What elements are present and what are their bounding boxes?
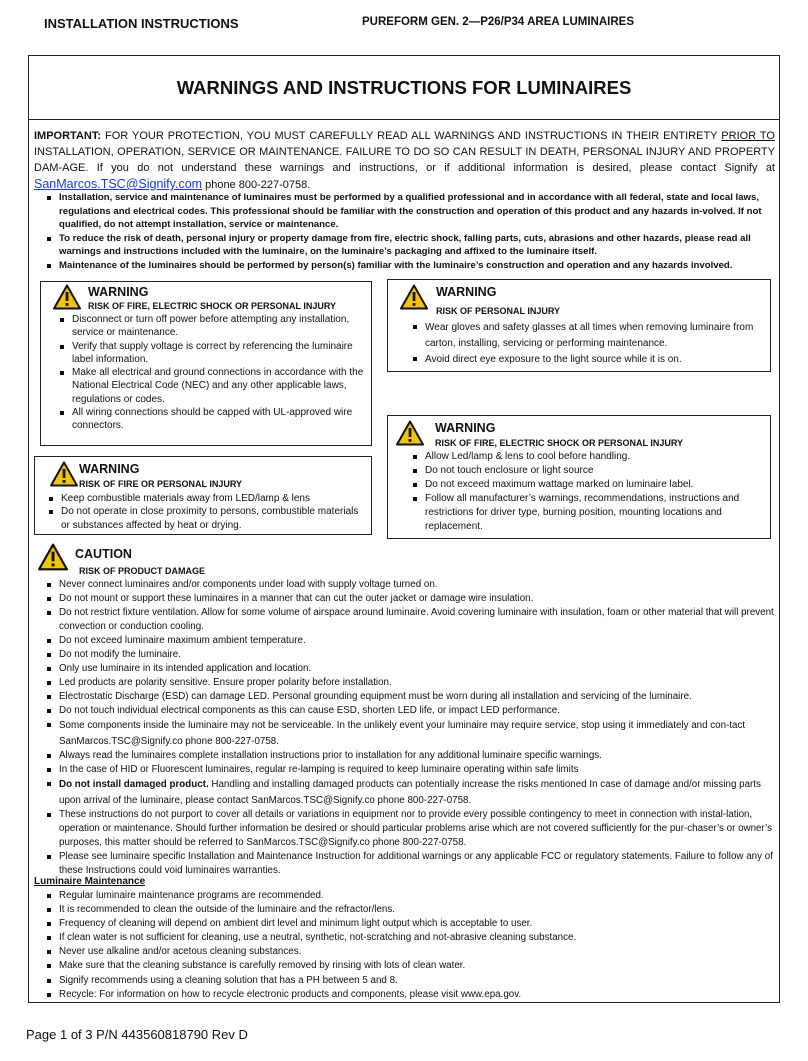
page-footer: Page 1 of 3 P/N 443560818790 Rev D bbox=[26, 1027, 248, 1042]
header-right: PUREFORM GEN. 2—P26/P34 AREA LUMINAIRES bbox=[362, 16, 635, 28]
warning-title: WARNING bbox=[79, 462, 140, 476]
important-phone: phone 800-227-0758. bbox=[202, 179, 311, 191]
list-item: Frequency of cleaning will depend on ambient dirt level and minimum light output which is acceptable to user. bbox=[42, 917, 775, 931]
list-item: Do not operate in close proximity to persons, combustible materials or substances affected by heat or drying. bbox=[44, 505, 366, 532]
list-item: Do not exceed maximum wattage marked on luminaire label. bbox=[408, 478, 768, 492]
list-item: Avoid direct eye exposure to the light source while it is on. bbox=[408, 352, 768, 368]
maintenance-list bbox=[42, 889, 775, 1002]
warning-list bbox=[44, 492, 366, 532]
warning-triangle-icon bbox=[396, 420, 424, 446]
list-item: In the case of HID or Fluorescent luminaires, regular re-lamping is required to keep luminaire operating within safe limits bbox=[42, 763, 775, 777]
warning-subtitle: RISK OF PERSONAL INJURY bbox=[436, 306, 561, 316]
contact-email-link[interactable]: SanMarcos.TSC@Signify.com bbox=[34, 177, 203, 191]
warning-triangle-icon bbox=[50, 461, 78, 487]
list-item: Never connect luminaires and/or components under load with supply voltage turned on. bbox=[42, 578, 775, 592]
important-text-2: INSTALLATION, OPERATION, SERVICE OR MAINTENANCE. FAILURE TO DO SO CAN RESULT IN DEATH, PERSONAL INJURY AND PROPERTY DAM-AGE. If you do not understand these warnings and instructions, or if additional information is desired, please contact Signify at bbox=[34, 146, 775, 174]
title-box bbox=[28, 55, 780, 120]
list-item: All wiring connections should be capped with UL-approved wire connectors. bbox=[55, 406, 369, 433]
warning-box-electric bbox=[40, 281, 372, 446]
list-item: Some components inside the luminaire may not be serviceable. In the unlikely event your luminaire may require service, stop using it immediately and con-tact SanMarcos.TSC@Signify.co phone 800-227-0758. bbox=[42, 718, 775, 749]
damaged-product-text: Handling and installing damaged products can potentially increase the risks mentioned In case of damage and/or missing parts upon arrival of the luminaire, please contact SanMarcos.TSC@Signify.co phone 800-227-0758. bbox=[59, 779, 761, 806]
warning-subtitle: RISK OF FIRE, ELECTRIC SHOCK OR PERSONAL INJURY bbox=[88, 301, 337, 311]
maintenance-title: Luminaire Maintenance bbox=[34, 876, 146, 887]
list-item: Please see luminaire specific Installation and Maintenance Instruction for additional warnings or any applicable FCC or regulatory statements. Failure to follow any of these Instructions could void luminaires warranties. bbox=[42, 850, 775, 878]
caution-list bbox=[42, 578, 775, 878]
bold-bullet: To reduce the risk of death, personal injury or property damage from fire, electric shock, falling parts, cuts, abrasions and other hazards, please read all warnings and instructions included with the luminaire, on the luminaire’s packaging and affixed to the luminaire itself. bbox=[42, 232, 772, 259]
warning-box-fire bbox=[34, 456, 372, 535]
header-left: INSTALLATION INSTRUCTIONS bbox=[44, 16, 239, 31]
list-item: Regular luminaire maintenance programs are recommended. bbox=[42, 889, 775, 903]
list-item: Make sure that the cleaning substance is carefully removed by rinsing with lots of clean water. bbox=[42, 959, 775, 973]
bold-bullet: Installation, service and maintenance of luminaires must be performed by a qualified professional and in accordance with all federal, state and local laws, regulations and electrical codes. This professional should be familiar with the construction and operation of this product and any hazards in-volved. If not qualified, do not attempt installation, service or maintenance. bbox=[42, 191, 772, 232]
warning-title: WARNING bbox=[436, 285, 497, 299]
damaged-product-bold: Do not install damaged product. bbox=[59, 779, 209, 790]
list-item: Always read the luminaires complete installation instructions prior to installation for any additional luminaire specific warnings. bbox=[42, 749, 775, 763]
warning-triangle-icon bbox=[400, 284, 428, 310]
list-item: Signify recommends using a cleaning solution that has a PH between 5 and 8. bbox=[42, 974, 775, 988]
bold-bullets bbox=[42, 191, 772, 272]
list-item: Only use luminaire in its intended application and location. bbox=[42, 662, 775, 676]
list-item: Allow Led/lamp & lens to cool before handling. bbox=[408, 450, 768, 464]
warning-triangle-icon bbox=[53, 284, 81, 310]
list-item: Keep combustible materials away from LED/lamp & lens bbox=[44, 492, 366, 505]
list-item: Do not exceed luminaire maximum ambient temperature. bbox=[42, 634, 775, 648]
list-item: Wear gloves and safety glasses at all times when removing luminaire from carton, installing, servicing or performing maintenance. bbox=[408, 320, 768, 352]
list-item: Recycle: For information on how to recycle electronic products and components, please visit www.epa.gov. bbox=[42, 988, 775, 1002]
important-label: IMPORTANT: bbox=[34, 130, 102, 142]
page-title: WARNINGS AND INSTRUCTIONS FOR LUMINAIRES bbox=[176, 77, 632, 98]
list-item bbox=[42, 777, 775, 808]
warning-list bbox=[55, 313, 369, 433]
list-item: Do not restrict fixture ventilation. Allow for some volume of airspace around luminaire. Avoid covering luminaire with insulation, foam or other material that will prevent convection or conduction cooling. bbox=[42, 606, 775, 634]
warning-box-fire-shock bbox=[387, 415, 771, 539]
list-item: Verify that supply voltage is correct by referencing the luminaire label information. bbox=[55, 340, 369, 367]
list-item: It is recommended to clean the outside of the luminaire and the refractor/lens. bbox=[42, 903, 775, 917]
list-item: Follow all manufacturer’s warnings, recommendations, instructions and restrictions for driver type, burning position, mounting locations and replacement. bbox=[408, 492, 768, 534]
warning-box-personal-injury bbox=[387, 279, 771, 372]
important-text-1: FOR YOUR PROTECTION, YOU MUST CAREFULLY READ ALL WARNINGS AND INSTRUCTIONS IN THEIR ENTIRETY bbox=[101, 130, 722, 142]
caution-subtitle: RISK OF PRODUCT DAMAGE bbox=[79, 566, 205, 576]
warning-list bbox=[408, 320, 768, 368]
warning-list bbox=[408, 450, 768, 534]
warning-subtitle: RISK OF FIRE, ELECTRIC SHOCK OR PERSONAL INJURY bbox=[435, 438, 684, 448]
caution-title: CAUTION bbox=[75, 547, 132, 561]
list-item: Do not touch enclosure or light source bbox=[408, 464, 768, 478]
warning-title: WARNING bbox=[435, 421, 496, 435]
important-underlined: PRIOR TO bbox=[721, 130, 775, 142]
bold-bullet: Maintenance of the luminaires should be performed by person(s) familiar with the luminaire’s construction and operation and any hazards involved. bbox=[42, 259, 772, 273]
warning-title: WARNING bbox=[88, 285, 149, 299]
list-item: Do not modify the luminaire. bbox=[42, 648, 775, 662]
list-item: If clean water is not sufficient for cleaning, use a neutral, synthetic, not-scratching and not-abrasive cleaning substance. bbox=[42, 931, 775, 945]
important-notice bbox=[34, 128, 775, 193]
list-item: Do not mount or support these luminaires in a manner that can cut the outer jacket or damage wire insulation. bbox=[42, 592, 775, 606]
list-item: Electrostatic Discharge (ESD) can damage LED. Personal grounding equipment must be worn during all installation and servicing of the luminaire. bbox=[42, 690, 775, 704]
list-item: Make all electrical and ground connections in accordance with the National Electrical Code (NEC) and any other applicable laws, regulations or codes. bbox=[55, 366, 369, 406]
list-item: Disconnect or turn off power before attempting any installation, service or maintenance. bbox=[55, 313, 369, 340]
list-item: Never use alkaline and/or acetous cleaning substances. bbox=[42, 945, 775, 959]
list-item: These instructions do not purport to cover all details or variations in equipment nor to provide every possible contingency to meet in connection with instal-lation, operation or maintenance. Should further information be desired or should particular problems arise which are not covered sufficiently for the pur-chaser’s or owner’s purposes, this matter should be referred to SanMarcos.TSC@Signify.co phone 800-227-0758. bbox=[42, 808, 775, 850]
warning-subtitle: RISK OF FIRE OR PERSONAL INJURY bbox=[79, 479, 243, 489]
list-item: Do not touch individual electrical components as this can cause ESD, shorten LED life, or impact LED performance. bbox=[42, 704, 775, 718]
warning-triangle-icon bbox=[38, 543, 68, 571]
list-item: Led products are polarity sensitive. Ensure proper polarity before installation. bbox=[42, 676, 775, 690]
